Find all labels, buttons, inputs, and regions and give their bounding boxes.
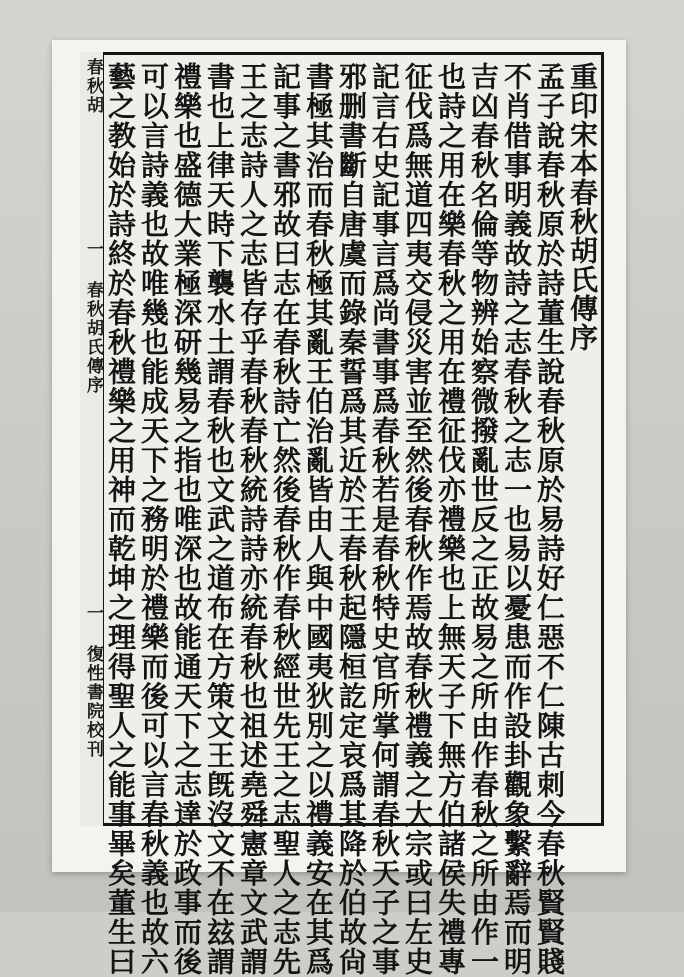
preface-heading: 重印宋本春秋胡氏傳序: [566, 62, 599, 352]
text-column: 書極其治而春秋極其亂王伯治亂皆由人與中國夷狄別之以禮義安在其爲: [302, 62, 335, 977]
text-column: 吉凶春秋名倫等物辨始察微撥亂世反之正故易之所由作春秋之所由作一: [467, 62, 500, 977]
text-column: 書也上律天時下襲水土謂春秋也文武之道布在方策文王旣沒文不在玆謂: [203, 62, 236, 977]
text-column: 孟子說春秋原於詩董生說春秋原於易詩好仁惡不仁陳古刺今春秋賢賢賤: [533, 62, 566, 977]
text-column: 可以言詩義也故唯幾也能成天下之務明於禮樂而後可以言春秋義也故六: [137, 62, 170, 977]
text-column: 也詩之用在樂春秋之用在禮征伐亦禮樂也上無天子下無方伯諸侯失禮專: [434, 62, 467, 977]
text-column: 不肖借事明義故詩之志春秋之志一也易以憂患而作設卦觀象繫辭焉而明: [500, 62, 533, 977]
text-column: 記言右史記事言爲尚書事爲春秋若是春秋特史官所掌何謂春秋天子之事: [368, 62, 401, 977]
text-column: 禮樂也盛德大業極深研幾易之指也唯深也故能通天下之志達於政事而後: [170, 62, 203, 977]
text-column: 記事之書邪故曰志在春秋詩亡然後春秋作春秋經世先王之志聖人之志先: [269, 62, 302, 977]
strip-publisher: 一 復性書院校刊: [83, 604, 103, 759]
text-columns: [104, 62, 599, 977]
strip-book-title: 春秋胡: [83, 58, 103, 115]
strip-section-title: 一 春秋胡氏傳序: [83, 240, 103, 395]
text-column: 藝之教始於詩終於春秋禮樂之用神而乾坤之理得聖人之能事畢矣董生曰: [104, 62, 137, 977]
text-column: 邪删書斷自唐虞而錄秦誓爲其近於王春秋起隱桓訖定哀爲其降於伯故尙: [335, 62, 368, 977]
text-column: 王之志詩人之志皆存乎春秋春秋統詩詩亦統春秋也祖述堯舜憲章文武謂: [236, 62, 269, 977]
text-column: 征伐爲無道四夷交侵災害並至然後春秋作焉故春秋禮義之大宗或曰左史: [401, 62, 434, 977]
